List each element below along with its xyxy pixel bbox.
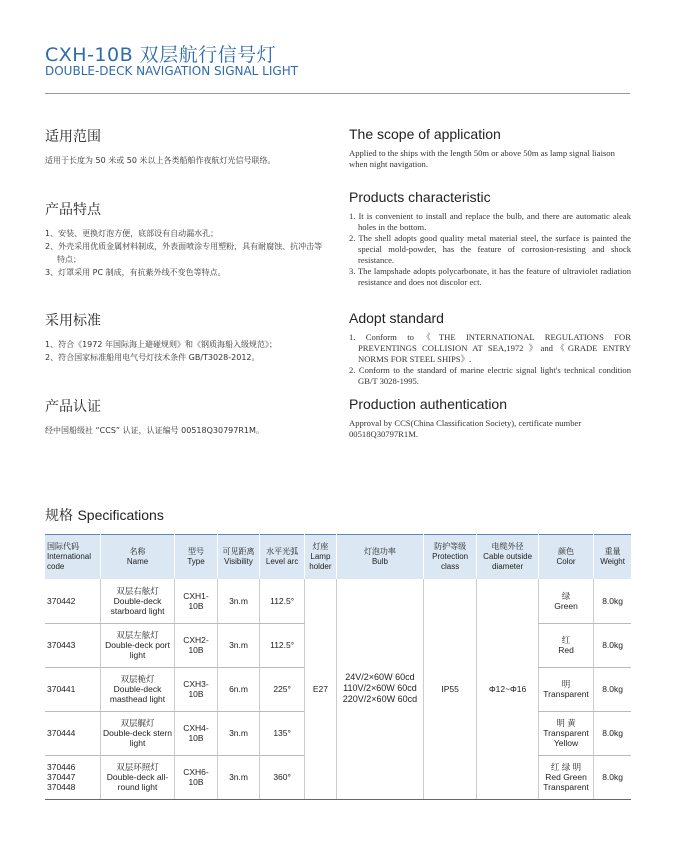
cell-visibility: 6n.m xyxy=(217,667,260,711)
cell-code: 370443 xyxy=(45,623,100,667)
cell-arc: 135° xyxy=(260,711,305,755)
features-en-section xyxy=(349,189,631,288)
cell-code: 370444 xyxy=(45,711,100,755)
col-header: 灯泡功率 Bulb xyxy=(336,535,423,580)
cell-name: 双层桅灯 Double-deck masthead light xyxy=(100,667,174,711)
auth-en-text: Approval by CCS(China Classification Society), certificate number 00518Q30797R1M. xyxy=(349,418,582,439)
col-header: 电缆外径 Cable outside diameter xyxy=(477,535,539,580)
standard-en-heading: Adopt standard xyxy=(349,310,444,326)
cell-type: CXH4-10B xyxy=(175,711,218,755)
specs-heading xyxy=(45,505,164,525)
cell-color: 明 黄 Transparent Yellow xyxy=(538,711,593,755)
scope-en-heading: The scope of application xyxy=(349,126,501,142)
page-title: CXH-10B 双层航行信号灯 xyxy=(45,44,277,66)
specs-heading-en: Specifications xyxy=(77,507,164,523)
cell-type: CXH2-10B xyxy=(175,623,218,667)
cell-cable: Φ12~Φ16 xyxy=(477,579,539,799)
cell-code: 370442 xyxy=(45,579,100,623)
col-header: 水平光弧 Level arc xyxy=(260,535,305,580)
auth-en-section xyxy=(349,396,631,440)
standard-zh-section xyxy=(45,310,330,364)
table-row xyxy=(45,579,631,623)
scope-en-text: Applied to the ships with the length 50m or above 50m as lamp signal liaison when night navigation. xyxy=(349,148,615,169)
list-item: 3. The lampshade adopts polycarbonate, it has the feature of ultraviolet radiation resistance and does not discolor ect. xyxy=(349,266,631,287)
cell-bulb: 24V/2×60W 60cd 110V/2×60W 60cd 220V/2×60W 60cd xyxy=(336,579,423,799)
col-header: 型号 Type xyxy=(175,535,218,580)
header-divider xyxy=(45,93,630,94)
list-item: 1. Conform to《THE INTERNATIONAL REGULATIONS FOR PREVENTINGS COLLISION AT SEA,1972 》and《GRADE ENTRY NORMS FOR STEEL SHIPS》. xyxy=(349,332,631,364)
col-header: 国际代码 International code xyxy=(45,535,100,580)
cell-name: 双层左舷灯 Double-deck port light xyxy=(100,623,174,667)
list-item: 3、灯罩采用 PC 制成，有抗紫外线不变色等特点。 xyxy=(45,268,226,277)
list-item: 2、外壳采用优质金属材料制成，外表面喷涂专用塑粉，具有耐腐蚀、抗冲击等特点； xyxy=(45,242,323,264)
list-item: 2、符合国家标准船用电气号灯技术条件 GB/T3028-2012。 xyxy=(45,353,260,362)
auth-zh-text: 经中国船级社 “CCS” 认证，认证编号 00518Q30797R1M。 xyxy=(45,426,264,435)
auth-zh-heading: 产品认证 xyxy=(45,399,101,415)
list-item: 2. The shell adopts good quality metal material steel, the surface is painted the special mold-powder, has the feature of corrosion-resisting and shock resistance. xyxy=(349,233,631,265)
auth-zh-section xyxy=(45,396,330,437)
list-item: 1、安装、更换灯泡方便，底部设有自动漏水孔； xyxy=(45,229,219,238)
cell-arc: 225° xyxy=(260,667,305,711)
specs-heading-zh: 规格 xyxy=(45,508,73,524)
cell-weight: 8.0kg xyxy=(594,711,631,755)
scope-zh-heading: 适用范围 xyxy=(45,129,101,145)
col-header: 颜色 Color xyxy=(538,535,593,580)
cell-color: 明 Transparent xyxy=(538,667,593,711)
cell-type: CXH3-10B xyxy=(175,667,218,711)
cell-name: 双层环照灯 Double-deck all-round light xyxy=(100,755,174,799)
cell-color: 红 Red xyxy=(538,623,593,667)
list-item: 1、符合《1972 年国际海上避碰规则》和《钢质海船入级规范》； xyxy=(45,340,277,349)
col-header: 重量 Weight xyxy=(594,535,631,580)
page-subtitle: DOUBLE-DECK NAVIGATION SIGNAL LIGHT xyxy=(45,64,299,78)
list-item: 2. Conform to the standard of marine electric signal light's technical condition GB/T 3028-1995. xyxy=(349,365,631,386)
cell-weight: 8.0kg xyxy=(594,623,631,667)
col-header: 防护等级 Protection class xyxy=(424,535,477,580)
scope-en-section xyxy=(349,126,631,170)
cell-weight: 8.0kg xyxy=(594,755,631,799)
cell-type: CXH6-10B xyxy=(175,755,218,799)
col-header: 灯座 Lamp holder xyxy=(304,535,336,580)
cell-weight: 8.0kg xyxy=(594,579,631,623)
cell-visibility: 3n.m xyxy=(217,711,260,755)
cell-visibility: 3n.m xyxy=(217,623,260,667)
scope-zh-section xyxy=(45,126,310,167)
cell-protection: IP55 xyxy=(424,579,477,799)
cell-weight: 8.0kg xyxy=(594,667,631,711)
cell-code: 370446 370447 370448 xyxy=(45,755,100,799)
list-item: 1. It is convenient to install and replace the bulb, and there are automatic aleak holes in the bottom. xyxy=(349,211,631,232)
cell-name: 双层右舷灯 Double-deck starboard light xyxy=(100,579,174,623)
cell-visibility: 3n.m xyxy=(217,755,260,799)
scope-zh-text: 适用于长度为 50 米或 50 米以上各类船舶作夜航灯光信号联络。 xyxy=(45,156,276,165)
cell-color: 绿 Green xyxy=(538,579,593,623)
cell-arc: 112.5° xyxy=(260,579,305,623)
cell-type: CXH1-10B xyxy=(175,579,218,623)
cell-visibility: 3n.m xyxy=(217,579,260,623)
table-header-row xyxy=(45,535,631,580)
cell-code: 370441 xyxy=(45,667,100,711)
cell-arc: 360° xyxy=(260,755,305,799)
col-header: 可见距离 Visibility xyxy=(217,535,260,580)
cell-name: 双层艉灯 Double-deck stern light xyxy=(100,711,174,755)
features-zh-section xyxy=(45,199,330,279)
standard-zh-heading: 采用标准 xyxy=(45,313,101,329)
cell-color: 红 绿 明 Red Green Transparent xyxy=(538,755,593,799)
features-en-heading: Products characteristic xyxy=(349,189,491,205)
cell-arc: 112.5° xyxy=(260,623,305,667)
auth-en-heading: Production authentication xyxy=(349,396,507,412)
features-zh-heading: 产品特点 xyxy=(45,202,101,218)
standard-en-section xyxy=(349,310,631,387)
col-header: 名称 Name xyxy=(100,535,174,580)
specs-table xyxy=(45,534,631,800)
cell-lamp-holder: E27 xyxy=(304,579,336,799)
